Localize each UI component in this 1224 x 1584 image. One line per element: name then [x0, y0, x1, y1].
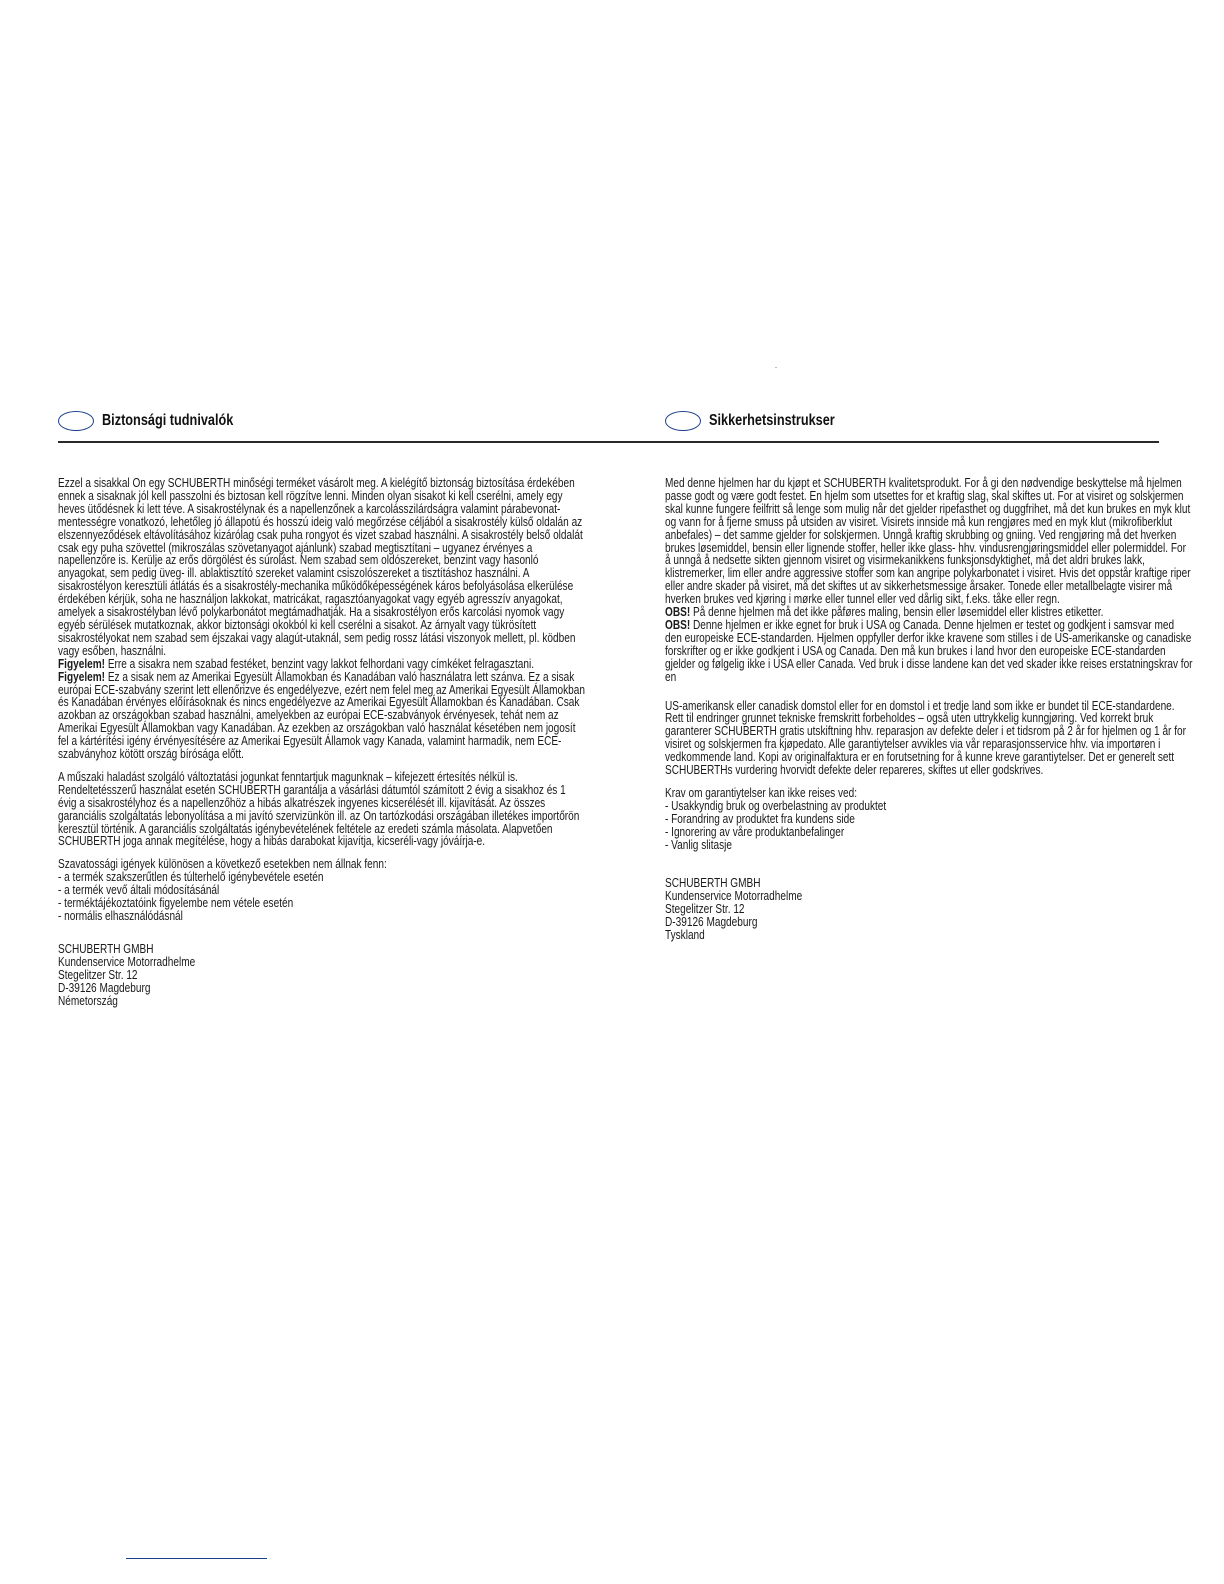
list-item: - normális elhasználódásnál — [58, 909, 183, 923]
stray-mark — [775, 367, 777, 368]
address-line: SCHUBERTH GMBH — [58, 941, 154, 956]
warning-label: OBS! — [665, 605, 691, 620]
warning-paragraph — [58, 671, 586, 761]
list-item: - terméktájékoztatóink figyelembe nem vétele esetén — [58, 896, 294, 911]
language-oval-icon — [58, 411, 94, 431]
intro-paragraph: Ezzel a sisakkal On egy SCHUBERTH minőségi terméket vásárolt meg. A kielégítő biztonság biztosítása érdekében ennek a sisaknak jól kell passzolni és biztosan kell rögzítve lenni. Minden olyan sisakot ki kell cserélni, amely egy heves ütődésnek ki lett téve. A sisakrostélynak és a napellenzőnek a karcolásszilárdságra valamint párabevonat-mentességre vonatkozó, lehetőleg jó állapotú és hosszú ideig való megőrzése céljából a sisakrostély külső oldalán az elszennyeződések eltávolításához kizárólag csak puha rongyot és vizet szabad használni. A sisakrostély belső oldalát csak egy puha szövettel (mikroszálas szövetanyagot ajánlunk) szabad megtisztítani – ugyanez érvényes a napellenzőre is. Kerülje az erős dörgölést és súrolást. Nem szabad sem oldószereket, benzint vagy hasonló anyagokat, sem pedig üveg- ill. ablaktisztító szereket valamint csiszolószereket a tisztításhoz használni. A sisakrostélyon keresztüli átlátás és a sisakrostély-mechanika működőképességének káros befolyásolása elkerülése érdekében kérjük, soha ne használjon lakkokat, matricákat, ragasztóanyagokat vagy egyéb agresszív anyagokat, amelyek a sisakrostélyban lévő polykarbonátot megtámadhatják. Ha a sisakrostélyon erős karcolási nyomok vagy egyéb sérülések mutatkoznak, akkor biztonsági okokból ki kell cserélni a sisakot. Az árnyalt vagy tükrösített sisakrostélyokat nem szabad sem éjszakai vagy alagút-utaknál, sem pedig rossz látási viszonyok mellett, pl. ködben vagy esőben, használni. — [58, 476, 583, 658]
address-line: Tyskland — [665, 928, 705, 943]
warning-paragraph — [665, 619, 1193, 684]
warning-label: Figyelem! — [58, 669, 106, 684]
warning-label: Figyelem! — [58, 656, 106, 671]
warranty-paragraph: US-amerikansk eller canadisk domstol eller for en domstol i et tredje land som ikke er bundet til ECE-standardene. Rett til endringer grunnet tekniske fremskritt forbeholdes – også uten uttrykkelig kunngjøring. Ved korrekt bruk garanterer SCHUBERTH gratis utskiftning hhv. reparasjon av defekte deler i et tidsrom på 2 år for hjelmen og 1 år for visiret og solskjermen fra kjøpedato. Alle garantiytelser avvikles via vår reparasjonsservice hhv. via importøren i vedkommende land. Kopi av originalfaktura er en forutsetning for å kunne kreve garantiytelser. Det er generelt sett SCHUBERTHs vurdering hvorvidt defekte deler repareres, skiftes ut eller godskrives. — [665, 698, 1186, 778]
address-line: Németország — [58, 993, 118, 1008]
warning-text: Erre a sisakra nem szabad festéket, benzint vagy lakkot felhordani vagy címkéket felragasztani. — [105, 656, 534, 671]
exclusions-intro: Szavatossági igények különösen a következő esetekben nem állnak fenn: — [58, 857, 387, 872]
address-line: Stegelitzer Str. 12 — [58, 967, 138, 982]
warning-text: Denne hjelmen er ikke egnet for bruk i USA og Canada. Denne hjelmen er testet og godkjent i samsvar med den europeiske ECE-standarden. Hjelmen oppfyller derfor ikke kravene som stilles i de US-amerikanske og canadiske forskrifter og er ikke godkjent i USA og Canada. Den må kun brukes i land hvor den europeiske ECE-standarden gjelder og følgelig ikke i USA eller Canada. Ved bruk i disse landene kan det ved skader ikke reises erstatningskrav for en — [665, 617, 1193, 684]
warning-label: OBS! — [665, 617, 691, 632]
list-item: - Forandring av produktet fra kundens side — [665, 811, 855, 826]
exclusions-list — [58, 871, 586, 923]
section-heading-norwegian — [665, 407, 862, 435]
list-item: - a termék vevő általi módosításánál — [58, 883, 220, 898]
footer-line — [126, 1558, 267, 1559]
list-item: - Vanlig slitasje — [665, 837, 733, 852]
intro-paragraph: Med denne hjelmen har du kjøpt et SCHUBERTH kvalitetsprodukt. For å gi den nødvendige beskyttelse må hjelmen passe godt og være godt festet. En hjelm som utsettes for et kraftig slag, skal skiftes ut. For at visiret og solskjermen skal kunne fungere feilfritt så lenge som mulig når det gjelder ripefasthet og duggfrihet, må det kun brukes en myk klut og vann for å fjerne smuss på utsiden av visiret. Visirets innside må kun rengjøres med en myk klut (mikrofiberklut anbefales) – det samme gjelder for solskjermen. Unngå kraftig skrubbing og gniing. Ved rengjøring må det hverken brukes løsemiddel, bensin eller lignende stoffer, heller ikke glass- hhv. vindusrengjøringsmiddel eller polermiddel. For å unngå å nedsette sikten gjennom visiret og visirmekanikkens funksjonsdyktighet, må det aldri brukes lakk, klistremerker, lim eller andre aggressive stoffer som kan angripe polykarbonatet i visiret. Hvis det oppstår kraftige riper eller andre skader på visiret, må det skiftes ut av sikkerhetsmessige årsaker. Tonede eller metallbelagte visirer må hverken brukes ved kjøring i mørke eller tunnel eller ved dårlig sikt, f.eks. tåke eller regn. — [665, 476, 1191, 607]
address-line: D-39126 Magdeburg — [665, 915, 758, 930]
address-block — [58, 943, 586, 1008]
list-item: - Ignorering av våre produktanbefalinger — [665, 824, 845, 839]
warning-text: På denne hjelmen må det ikke påføres maling, bensin eller løsemiddel eller klistres etiketter. — [690, 605, 1104, 620]
warranty-paragraph: A műszaki haladást szolgáló változtatási jogunkat fenntartjuk magunknak – kifejezett értesítés nélkül is. Rendeltetésszerű használat esetén SCHUBERTH garantálja a vásárlási dátumtól számított 2 évig a sisakhoz és 1 évig a sisakrostélyhoz és a napellenzőhöz a hibás alkatrészek ingyenes kicserélését ill. kijavítását. Az összes garanciális szolgáltatás lebonyolítása a mi javító szervizünkön ill. az On tartózkodási országában illetékes importőrön keresztül történik. A garanciális szolgáltatás igénybevételének feltétele az eredeti számla másolata. Alapvetően SCHUBERTH joga annak megítélése, hogy a hibás darabokat kijavítja, kicseréli-vagy jóváírja-e. — [58, 769, 580, 849]
address-line: SCHUBERTH GMBH — [665, 876, 761, 891]
header-divider — [58, 441, 1159, 443]
language-oval-icon — [665, 411, 701, 431]
exclusions-list — [665, 800, 1193, 852]
address-block — [665, 877, 1193, 942]
heading-text: Biztonsági tudnivalók — [102, 412, 234, 429]
address-line: Kundenservice Motorradhelme — [58, 954, 196, 969]
column-hungarian — [58, 477, 603, 1007]
heading-text: Sikkerhetsinstrukser — [709, 412, 835, 429]
exclusions-intro: Krav om garantiytelser kan ikke reises ved: — [665, 785, 858, 800]
list-item: - Usakkyndig bruk og overbelastning av produktet — [665, 798, 887, 813]
column-norwegian — [665, 477, 1210, 942]
address-line: Kundenservice Motorradhelme — [665, 889, 803, 904]
warning-text: Ez a sisak nem az Amerikai Egyesült Államokban és Kanadában való használatra lett szánva. Ez a sisak európai ECE-szabvány szerint lett ellenőrizve és engedélyezve, ezért nem felel meg az Amerikai Egyesült Államokban és Kanadában érvényes előírásoknak és nincs engedélyezve az Amerikai Egyesült Államokban és Kanadában. Csak azokban az országokban szabad használni, amelyekben az európai ECE-szabványok érvényesek, tehát nem az Amerikai Egyesült Államokban vagy Kanadában. Az ezekben az országokban való használat késetében nem jogosít fel a kártérítési igény érvényesítésére az Amerikai Egyesült Államok vagy Kanada, valamint harmadik, nem ECE-szabványhoz kötött ország bírósága előtt. — [58, 669, 585, 762]
section-heading-hungarian — [58, 407, 262, 435]
address-line: D-39126 Magdeburg — [58, 980, 151, 995]
list-item: - a termék szakszerűtlen és túlterhelő igénybevétele esetén — [58, 870, 324, 885]
address-line: Stegelitzer Str. 12 — [665, 902, 745, 917]
